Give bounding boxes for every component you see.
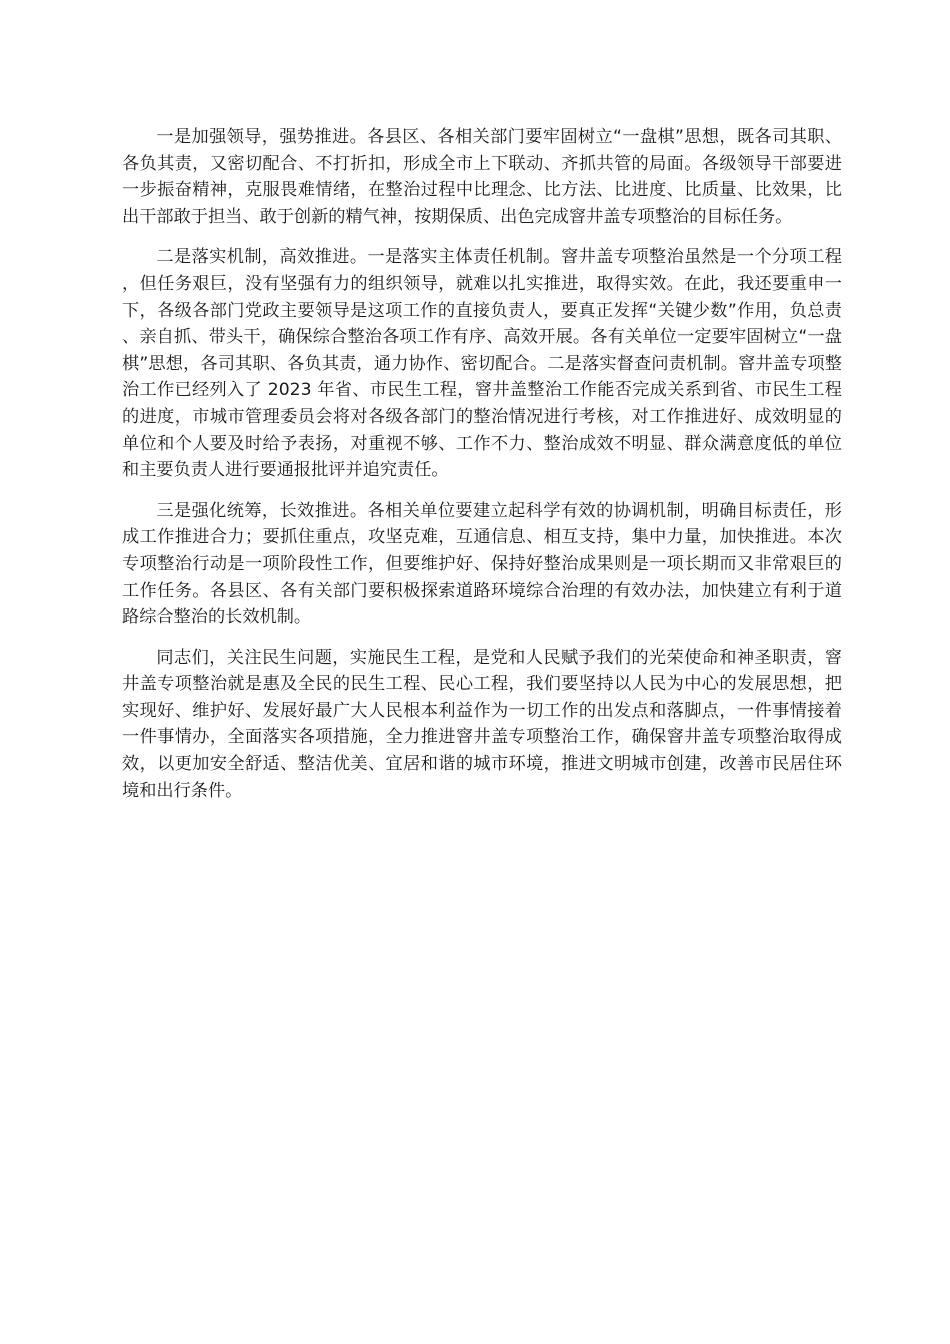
paragraph-coordination: 三是强化统筹，长效推进。各相关单位要建立起科学有效的协调机制，明确目标责任，形成工作推进合力；要抓住重点，攻坚克难，互通信息、相互支持，集中力量，加快推进。本次专项整治行动是一项阶段性工作，但要维护好、保持好整治成果则是一项长期而又非常艰巨的工作任务。各县区、各有关部门要积极探索道路环境综合治理的有效办法，加快建立有利于道路综合整治的长效机制。 bbox=[122, 500, 842, 628]
paragraph-leadership: 一是加强领导，强势推进。各县区、各相关部门要牢固树立“一盘棋”思想，既各司其职、各负其责，又密切配合、不打折扣，形成全市上下联动、齐抓共管的局面。各级领导干部要进一步振奋精神，克服畏难情绪，在整治过程中比理念、比方法、比进度、比质量、比效果，比出干部敢于担当、敢于创新的精气神，按期保质、出色完成窨井盖专项整治的目标任务。 bbox=[122, 127, 842, 227]
paragraph-closing: 同志们，关注民生问题，实施民生工程，是党和人民赋予我们的光荣使命和神圣职责，窨井盖专项整治就是惠及全民的民生工程、民心工程，我们要坚持以人民为中心的发展思想，把实现好、维护好、发展好最广大人民根本利益作为一切工作的出发点和落脚点，一件事情接着一件事情办，全面落实各项措施，全力推进窨井盖专项整治工作，确保窨井盖专项整治取得成效，以更加安全舒适、整洁优美、宜居和谐的城市环境，推进文明城市创建，改善市民居住环境和出行条件。 bbox=[122, 647, 842, 801]
document-body bbox=[122, 124, 842, 818]
paragraph-mechanism: 二是落实机制，高效推进。一是落实主体责任机制。窨井盖专项整治虽然是一个分项工程，但任务艰巨，没有坚强有力的组织领导，就难以扎实推进，取得实效。在此，我还要重申一下，各级各部门党政主要领导是这项工作的直接负责人，要真正发挥“关键少数”作用，负总责、亲自抓、带头干，确保综合整治各项工作有序、高效开展。各有关单位一定要牢固树立“一盘棋”思想，各司其职、各负其责，通力协作、密切配合。二是落实督查问责机制。窨井盖专项整治工作已经列入了 2023 年省、市民生工程，窨井盖整治工作能否完成关系到省、市民生工程的进度，市城市管理委员会将对各级各部门的整治情况进行考核，对工作推进好、成效明显的单位和个人要及时给予表扬，对重视不够、工作不力、整治成效不明显、群众满意度低的单位和主要负责人进行要通报批评并追究责任。 bbox=[122, 247, 842, 481]
